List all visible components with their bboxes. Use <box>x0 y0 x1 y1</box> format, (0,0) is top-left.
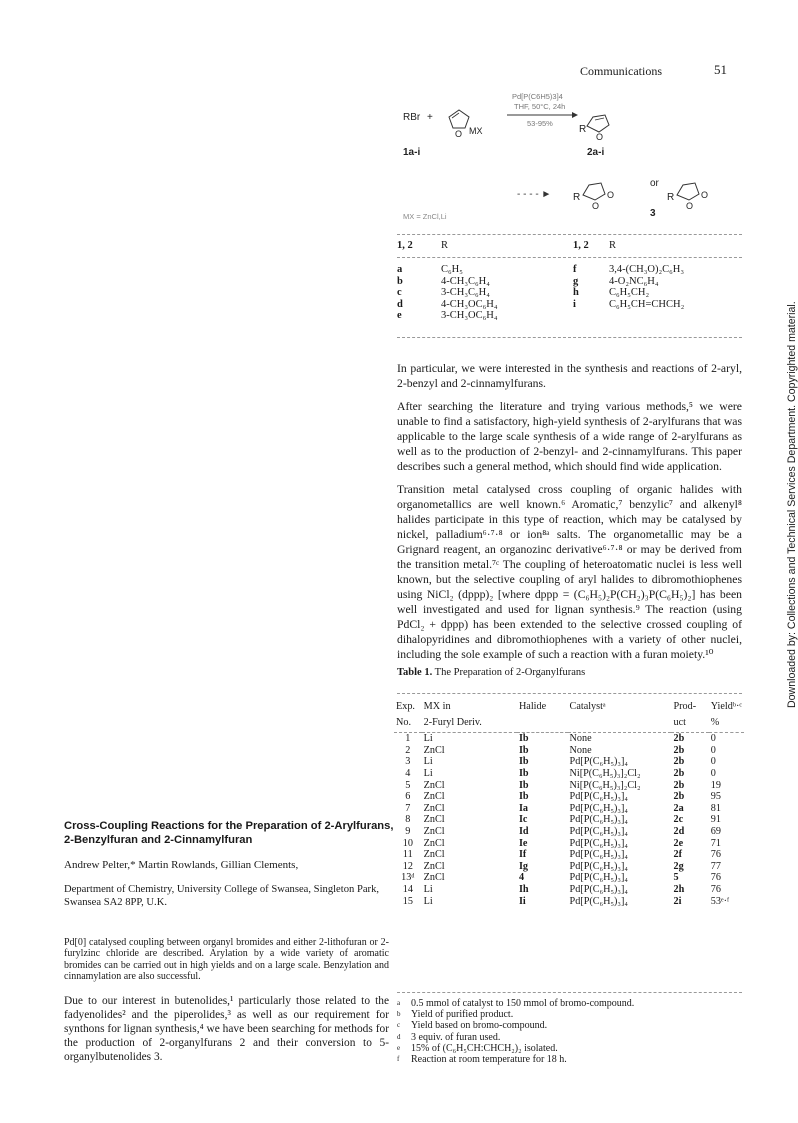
substituent-key: g <box>573 275 579 287</box>
scheme-r3: R <box>573 192 581 203</box>
scheme-catalyst: Pd[P(C6H5)3]4 <box>512 92 563 101</box>
table-row <box>394 861 744 873</box>
table-cell-prod: 2f <box>673 849 682 861</box>
table-cell-hal: Ii <box>518 895 526 907</box>
table-caption-label: Table 1. <box>397 667 433 678</box>
rtable-head-num: 1, 2 <box>397 240 413 251</box>
table-cell-cat: Pd[P(C₆H₅)₃]₄ <box>569 802 628 814</box>
table-cell-cat: Pd[P(C₆H₅)₃]₄ <box>569 825 628 837</box>
butenolide-ring-b <box>677 183 699 200</box>
footnote-text: Reaction at room temperature for 18 h. <box>411 1054 567 1066</box>
table-cell-prod: 2c <box>673 814 684 826</box>
table-cell-mx: Li <box>423 733 433 745</box>
table-cell-cat: Pd[P(C₆H₅)₃]₄ <box>569 849 628 861</box>
table-cell-no: 14 <box>402 883 413 895</box>
table-cell-hal: Ib <box>518 767 529 779</box>
substituent-key: i <box>573 298 576 310</box>
table-cell-no: 6 <box>405 791 411 803</box>
table-cell-mx: ZnCl <box>423 779 445 791</box>
table-cell-mx: ZnCl <box>423 791 445 803</box>
rule-top-rtable <box>397 234 742 235</box>
body-text <box>397 361 742 670</box>
substituent-row <box>397 287 742 299</box>
table-cell-prod: 2b <box>673 733 685 745</box>
table-cell-yield: 19 <box>710 779 721 791</box>
scheme-plus: + <box>427 112 433 123</box>
table-cell-hal: 4 <box>518 872 525 884</box>
table-cell-yield: 0 <box>710 733 716 745</box>
table-row <box>394 745 744 757</box>
col-mx-sub: 2-Furyl Deriv. <box>423 716 482 728</box>
scheme-mx: MX <box>469 126 483 136</box>
substituent-key: c <box>397 287 402 298</box>
paragraph: After searching the literature and trying various methods,⁵ we were unable to find a satisfactory, high-yield synthesis of 2-arylfurans that was applicable to the large scale synthesis of a wide range of 2-arylfurans as well as to the production of 2-benzyl- and 2-cinnamylfurans. This paper describes such a general method, which should find wide application. <box>397 400 742 473</box>
dashed-arrow: - - - - ► <box>517 189 552 200</box>
table-cell-cat: Pd[P(C₆H₅)₃]₄ <box>569 791 628 803</box>
table-cell-prod: 2b <box>673 779 685 791</box>
footnote-text: 0.5 mmol of catalyst to 150 mmol of bromo-compound. <box>411 998 635 1009</box>
substituent-row <box>397 264 742 276</box>
col-catalyst: Catalystᵃ <box>569 701 606 712</box>
col-yield: Yieldᵇ·ᶜ <box>710 701 742 712</box>
footnote <box>397 998 742 1009</box>
substituent-value: 3-CH₃OC₆H₄ <box>441 310 498 321</box>
table-cell-cat: Pd[P(C₆H₅)₃]₄ <box>569 837 628 849</box>
table-cell-no: 15 <box>402 895 413 907</box>
table-cell-yield: 69 <box>710 825 721 837</box>
table-cell-hal: Ic <box>518 814 528 826</box>
table-footnotes <box>397 998 742 1065</box>
col-product-sub: uct <box>673 716 686 728</box>
table-cell-yield: 76 <box>710 872 721 884</box>
table-cell-hal: Ib <box>518 744 529 756</box>
table-cell-no: 11 <box>402 849 413 861</box>
table-cell-yield: 95 <box>710 791 721 803</box>
table-cell-prod: 5 <box>673 872 679 884</box>
footnote-mark: f <box>397 1055 400 1064</box>
running-header: Communications <box>580 64 662 78</box>
rule-mid-rtable <box>397 257 742 258</box>
scheme-r4: R <box>667 192 675 203</box>
table-cell-mx: ZnCl <box>423 814 445 826</box>
substituent-row <box>397 299 742 311</box>
table-cell-prod: 2a <box>673 802 684 814</box>
scheme-o1: O <box>455 129 463 139</box>
scheme-o2: O <box>596 132 604 142</box>
substituent-value: 3-CH₃C₆H₄ <box>441 287 490 298</box>
table-cell-prod: 2b <box>673 744 685 756</box>
table-row <box>394 768 744 780</box>
substituent-key <box>573 310 609 322</box>
furan-ring-product <box>587 115 609 132</box>
substituent-key: f <box>573 264 577 275</box>
scheme-r2: R <box>579 124 587 135</box>
table-row <box>394 849 744 861</box>
col-mx: MX in <box>423 701 451 712</box>
footnote <box>397 1009 742 1020</box>
footnote-text: Yield of purified product. <box>411 1009 514 1021</box>
table-cell-no: 2 <box>405 744 411 756</box>
table-cell-yield: 0 <box>710 756 716 768</box>
table-cell-cat: Ni[P(C₆H₅)₃]₂Cl₂ <box>569 767 641 779</box>
table-cell-yield: 81 <box>710 802 721 814</box>
table-cell-no: 4 <box>405 767 411 779</box>
footnote-mark: e <box>397 1043 401 1052</box>
table-cell-yield: 71 <box>710 837 721 849</box>
table-cell-hal: Ih <box>518 883 529 895</box>
article-address: Department of Chemistry, University College of Swansea, Singleton Park, Swansea SA2 8PP, U.K. <box>64 884 380 908</box>
scheme-conditions: THF, 50°C, 24h <box>514 102 566 111</box>
substituent-table <box>397 240 742 252</box>
table-cell-no: 7 <box>405 802 411 814</box>
table-cell-hal: Ig <box>518 860 528 872</box>
page-number: 51 <box>714 62 727 77</box>
table-cell-cat: Pd[P(C₆H₅)₃]₄ <box>569 895 628 907</box>
article-title: Cross-Coupling Reactions for the Preparation of 2-Arylfurans, 2-Benzylfuran and 2-Cinnamylfuran <box>64 820 394 846</box>
table-cell-mx: Li <box>423 756 433 768</box>
table-cell-mx: Li <box>423 883 433 895</box>
table-row <box>394 780 744 792</box>
col-no: No. <box>396 716 411 728</box>
table-cell-prod: 2d <box>673 825 685 837</box>
article-abstract: Pd[0] catalysed coupling between organyl bromides and either 2-lithofuran or 2-furylzinc chloride are described. Arylation by a wide variety of aromatic bromides can be carried out in high yields and on a large scale. Benzylation and cinnamylation are also successful. <box>64 937 389 983</box>
table-row <box>394 814 744 826</box>
table-cell-no: 5 <box>405 779 411 791</box>
substituent-value: C₆H₅CH=CHCH₂ <box>609 298 685 310</box>
scheme-or: or <box>650 178 659 189</box>
col-exp: Exp. <box>396 701 415 712</box>
table-cell-mx: ZnCl <box>423 860 445 872</box>
table-row <box>394 803 744 815</box>
table-cell-hal: Ib <box>518 733 529 745</box>
col-halide: Halide <box>518 701 547 712</box>
compound-label-2: 2a-i <box>587 147 605 158</box>
article-intro: Due to our interest in butenolides,¹ particularly those related to the fadyenolides² and the piperolides,³ as well as our requirement for synthons for lignan synthesis,⁴ we have been searching for methods for the production of 2-organylfurans 2 and their conversion to 5-organylbutenolides 3. <box>64 995 389 1063</box>
table-cell-cat: Pd[P(C₆H₅)₃]₄ <box>569 872 628 884</box>
table-row <box>394 896 744 908</box>
table-row <box>394 733 744 745</box>
table-cell-cat: Pd[P(C₆H₅)₃]₄ <box>569 860 628 872</box>
substituent-value: C₆H₅CH₂ <box>609 287 650 298</box>
furan-ring-reactant <box>449 110 469 128</box>
table-row <box>394 884 744 896</box>
table-cell-prod: 2b <box>673 767 685 779</box>
table-cell-no: 8 <box>405 814 411 826</box>
table-cell-prod: 2h <box>673 883 685 895</box>
substituent-value: 4-CH₃C₆H₄ <box>441 275 490 287</box>
table-cell-hal: Ib <box>518 791 529 803</box>
table-cell-prod: 2g <box>673 860 684 872</box>
table-cell-hal: Ie <box>518 837 528 849</box>
scheme-mx-note: MX = ZnCl,Li <box>403 212 447 221</box>
table-cell-yield: 77 <box>710 860 721 872</box>
scheme-o3: O <box>607 190 615 200</box>
footnote-mark: b <box>397 1010 401 1019</box>
yield-table <box>394 697 744 907</box>
table-cell-no: 1 <box>405 733 411 745</box>
footnote <box>397 1043 742 1054</box>
compound-label-1: 1a-i <box>403 147 421 158</box>
table-cell-mx: ZnCl <box>423 837 445 849</box>
substituent-row <box>397 276 742 288</box>
table-cell-mx: ZnCl <box>423 744 445 756</box>
col-yield-sub: % <box>710 716 720 728</box>
table-cell-mx: ZnCl <box>423 802 445 814</box>
table-row <box>394 838 744 850</box>
footnote-text: Yield based on bromo-compound. <box>411 1020 548 1032</box>
table-cell-cat: Pd[P(C₆H₅)₃]₄ <box>569 814 628 826</box>
scheme-reactant: RBr <box>403 112 421 123</box>
table-cell-no: 13ᵈ <box>401 872 415 884</box>
table-cell-hal: If <box>518 849 527 861</box>
table-cell-mx: ZnCl <box>423 872 445 884</box>
scheme-o4: O <box>592 201 600 211</box>
table-cell-yield: 76 <box>710 849 721 861</box>
substituent-key: d <box>397 298 403 310</box>
table-cell-no: 12 <box>402 860 413 872</box>
table-cell-prod: 2b <box>673 756 685 768</box>
substituent-row <box>397 310 742 322</box>
rtable-head-num-2: 1, 2 <box>573 240 589 251</box>
table-row <box>394 872 744 884</box>
substituent-value: 4-O₂NC₆H₄ <box>609 275 659 287</box>
col-product: Prod- <box>673 701 697 712</box>
rule-table-bottom <box>397 992 742 993</box>
rtable-head-r: R <box>441 240 449 251</box>
table-cell-hal: Ib <box>518 756 529 768</box>
table-cell-mx: ZnCl <box>423 849 445 861</box>
rtable-head-r-2: R <box>609 240 617 251</box>
table-cell-cat: Pd[P(C₆H₅)₃]₄ <box>569 883 628 895</box>
substituent-key: e <box>397 310 402 321</box>
table-caption <box>397 667 585 678</box>
substituent-value: C₆H₅ <box>441 264 463 275</box>
table-row <box>394 756 744 768</box>
table-cell-cat: None <box>569 733 592 745</box>
table-cell-hal: Ib <box>518 779 529 791</box>
table-cell-yield: 0 <box>710 744 716 756</box>
paragraph: Transition metal catalysed cross coupling of organic halides with organometallics are well known.⁶ Aromatic,⁷ benzylic⁷ and alkenyl⁸ halides participate in this type of reaction, which may be catalysed by nickel, palladium⁶·⁷·⁸ or ion⁸ᵃ salts. The organometallic may be a Grignard reagent, an organozinc derivative⁶·⁷·⁸ or may be derived from the transition metal.⁷ᶜ The coupling of heteroatomatic nuclei is less well known, but the selective coupling of aryl halides to dibromothiophenes using NiCl₂ (dppp)₂ [where dppp = (C₆H₅)₂P(CH₂)₃P(C₆H₅)₂] has been well investigated and used for lignan synthesis.⁹ The reaction (using PdCl₂ + dppp) has been extended to the selective crossed coupling of dihalopyridines and dibromothiophenes with a variety of other nuclei, including the sole example of such a reaction with a furan moiety.¹⁰ <box>397 483 742 661</box>
table-cell-yield: 76 <box>710 883 721 895</box>
footnote <box>397 1020 742 1031</box>
table-cell-yield: 91 <box>710 814 721 826</box>
table-cell-no: 10 <box>402 837 413 849</box>
table-cell-no: 3 <box>405 756 411 768</box>
table-cell-mx: ZnCl <box>423 825 445 837</box>
substituent-value: 3,4-(CH₃O)₂C₆H₃ <box>609 264 685 275</box>
table-row <box>394 791 744 803</box>
table-cell-no: 9 <box>405 825 411 837</box>
table-cell-cat: None <box>569 744 592 756</box>
substituent-key: a <box>397 264 403 275</box>
substituent-key: h <box>573 287 579 298</box>
footnote-mark: a <box>397 999 401 1007</box>
footnote-text: 3 equiv. of furan used. <box>411 1031 501 1043</box>
table-row <box>394 826 744 838</box>
footnote <box>397 1032 742 1043</box>
substituent-key: b <box>397 275 403 287</box>
scheme-o5: O <box>701 190 709 200</box>
paragraph: In particular, we were interested in the synthesis and reactions of 2-aryl, 2-benzyl and 2-cinnamylfurans. <box>397 362 742 390</box>
article-authors: Andrew Pelter,* Martin Rowlands, Gillian Clements, <box>64 859 299 871</box>
scheme-o6: O <box>686 201 694 211</box>
table-cell-yield: 0 <box>710 767 716 779</box>
download-watermark: Downloaded by: Collections and Technical Services Department. Copyrighted material. <box>786 301 798 708</box>
substituent-rows <box>397 264 742 322</box>
table-cell-prod: 2b <box>673 791 685 803</box>
table-cell-mx: Li <box>423 895 433 907</box>
footnote-text: 15% of (C₆H₅CH:CHCH₂)₂ isolated. <box>411 1042 558 1054</box>
rule-bottom-rtable <box>397 337 742 338</box>
table-cell-yield: 53ᵉ·ᶠ <box>710 895 730 907</box>
table-cell-cat: Pd[P(C₆H₅)₃]₄ <box>569 756 628 768</box>
scheme-yield-range: 53-95% <box>527 119 553 128</box>
butenolide-ring-a <box>583 183 605 200</box>
table-caption-text: The Preparation of 2-Organylfurans <box>432 667 586 678</box>
table-cell-mx: Li <box>423 767 433 779</box>
compound-label-3: 3 <box>650 208 656 219</box>
substituent-value: 4-CH₃OC₆H₄ <box>441 298 498 310</box>
footnote-mark: d <box>397 1032 401 1041</box>
table-cell-prod: 2i <box>673 895 682 907</box>
rule-table-top <box>397 693 742 694</box>
table-cell-hal: Id <box>518 825 529 837</box>
footnote-mark: c <box>397 1021 401 1030</box>
table-cell-cat: Ni[P(C₆H₅)₃]₂Cl₂ <box>569 779 641 791</box>
footnote <box>397 1054 742 1065</box>
reaction-scheme <box>397 82 742 232</box>
table-cell-prod: 2e <box>673 837 684 849</box>
table-cell-hal: Ia <box>518 802 528 814</box>
substituent-header <box>397 240 742 252</box>
